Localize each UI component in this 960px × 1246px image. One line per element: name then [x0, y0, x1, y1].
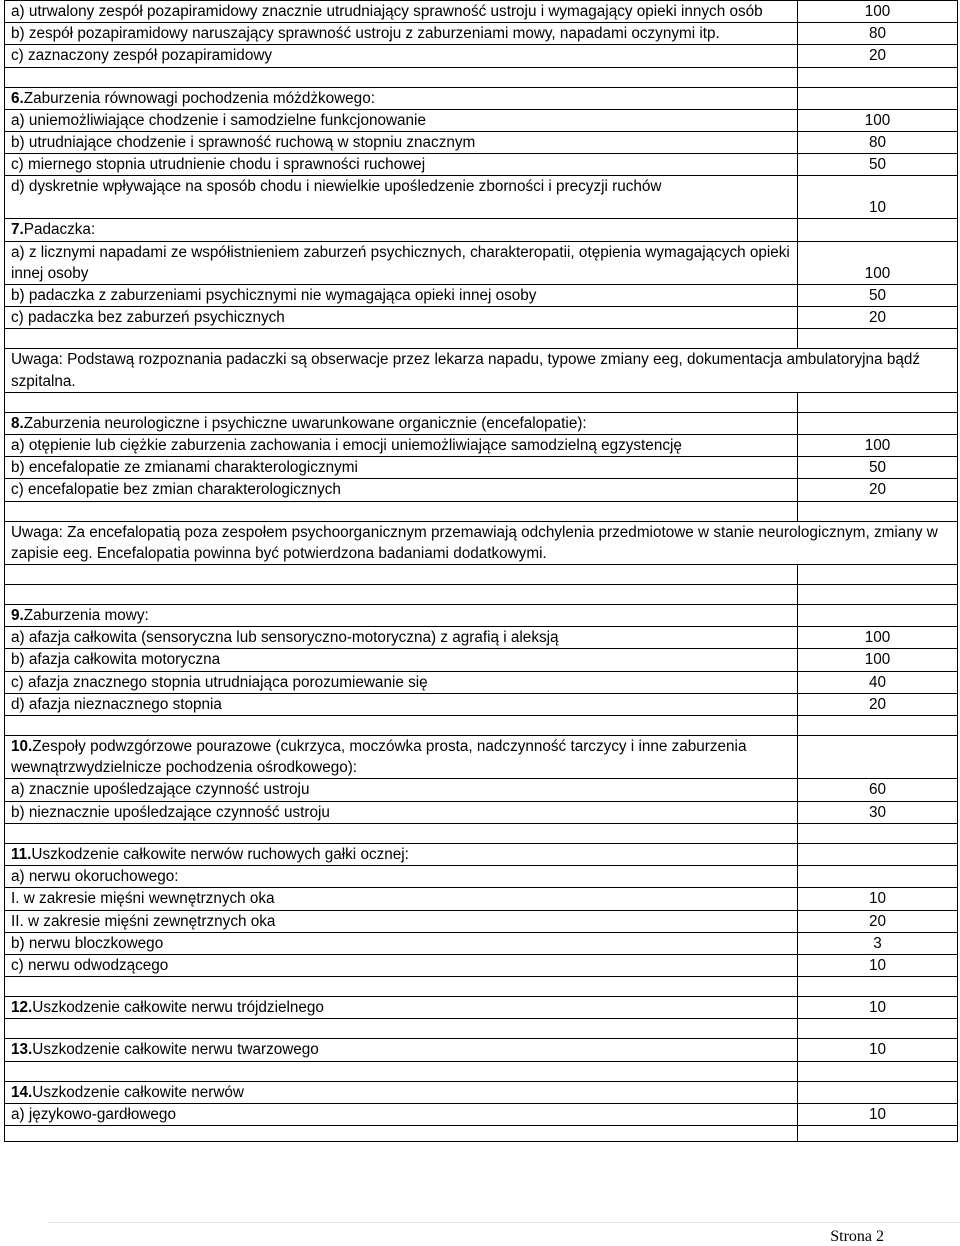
section-title: Uszkodzenie całkowite nerwów ruchowych gałki ocznej: [31, 845, 409, 863]
section-number: 12. [11, 999, 33, 1017]
item-row [5, 176, 958, 219]
item-row [5, 932, 958, 954]
item-description: d) dyskretnie wpływające na sposób chodu i niewielkie upośledzenie zborności i precyzji ruchów [5, 176, 798, 219]
item-row [5, 109, 958, 131]
item-row [5, 649, 958, 671]
item-row [5, 779, 958, 801]
percent-value: 20 [798, 479, 958, 501]
item-row [5, 132, 958, 154]
section-header-row [5, 87, 958, 109]
section-number: 13. [11, 1041, 33, 1059]
item-description: a) nerwu okoruchowego: [5, 866, 798, 888]
section-header-row [5, 1081, 958, 1103]
percent-value: 30 [798, 801, 958, 823]
item-row [5, 479, 958, 501]
percent-value [798, 866, 958, 888]
item-row [5, 1103, 958, 1125]
section-number: 10. [11, 738, 33, 756]
section-header-row [5, 736, 958, 779]
item-description: c) nerwu odwodzącego [5, 954, 798, 976]
note-text: Uwaga: Za encefalopatią poza zespołem psychoorganicznym przemawiają odchylenia przedmiotowe w stanie neurologicznym, zmiany w zapisie eeg. Encefalopatia powinna być potwierdzona badaniami dodatkowymi. [5, 521, 958, 564]
item-row [5, 1, 958, 23]
item-row [5, 954, 958, 976]
item-description: a) językowo-gardłowego [5, 1103, 798, 1125]
disability-rating-table [4, 0, 958, 1142]
footer-divider [48, 1222, 960, 1223]
item-row [5, 23, 958, 45]
blank-row [5, 565, 958, 585]
item-description: b) encefalopatie ze zmianami charakterologicznymi [5, 457, 798, 479]
item-row [5, 888, 958, 910]
percent-value: 100 [798, 435, 958, 457]
percent-value: 100 [798, 649, 958, 671]
note-row [5, 349, 958, 392]
blank-row [5, 329, 958, 349]
item-description: b) nieznacznie upośledzające czynność ustroju [5, 801, 798, 823]
blank-row [5, 1061, 958, 1081]
percent-value: 100 [798, 241, 958, 284]
blank-row [5, 501, 958, 521]
percent-value: 10 [798, 954, 958, 976]
table-body [5, 1, 958, 1142]
item-row [5, 801, 958, 823]
percent-value: 60 [798, 779, 958, 801]
item-description: c) padaczka bez zaburzeń psychicznych [5, 307, 798, 329]
item-row [5, 627, 958, 649]
item-description: II. w zakresie mięśni zewnętrznych oka [5, 910, 798, 932]
item-description: b) zespół pozapiramidowy naruszający sprawność ustroju z zaburzeniami mowy, napadami oczynymi itp. [5, 23, 798, 45]
item-description: a) z licznymi napadami ze współistnieniem zaburzeń psychicznych, charakteropatii, otępienia wymagających opieki innej osoby [5, 241, 798, 284]
item-row [5, 154, 958, 176]
item-row [5, 307, 958, 329]
percent-value: 20 [798, 910, 958, 932]
percent-value: 10 [798, 1103, 958, 1125]
note-text: Uwaga: Podstawą rozpoznania padaczki są obserwacje przez lekarza napadu, typowe zmiany eeg, dokumentacja ambulatoryjna bądź szpitalna. [5, 349, 958, 392]
percent-value: 100 [798, 627, 958, 649]
section-title: Padaczka: [23, 221, 96, 239]
percent-value: 10 [798, 1039, 958, 1061]
section-number: 9. [11, 607, 24, 625]
item-row [5, 285, 958, 307]
percent-value: 100 [798, 109, 958, 131]
percent-value: 50 [798, 154, 958, 176]
section-header-row [5, 997, 958, 1019]
section-title: Uszkodzenie całkowite nerwów [32, 1083, 244, 1101]
item-description: I. w zakresie mięśni wewnętrznych oka [5, 888, 798, 910]
item-description: b) padaczka z zaburzeniami psychicznymi nie wymagająca opieki innej osoby [5, 285, 798, 307]
note-row [5, 521, 958, 564]
percent-value: 10 [798, 888, 958, 910]
blank-row [5, 823, 958, 843]
item-description: c) encefalopatie bez zmian charakterologicznych [5, 479, 798, 501]
percent-value: 100 [798, 1, 958, 23]
item-row [5, 693, 958, 715]
percent-value: 40 [798, 671, 958, 693]
section-title: Zaburzenia mowy: [23, 607, 149, 625]
blank-row [5, 1019, 958, 1039]
percent-value: 20 [798, 45, 958, 67]
blank-row [5, 977, 958, 997]
section-number: 14. [11, 1083, 33, 1101]
percent-value: 80 [798, 23, 958, 45]
section-number: 6. [11, 89, 24, 107]
section-title: Uszkodzenie całkowite nerwu twarzowego [32, 1041, 319, 1059]
item-description: b) nerwu bloczkowego [5, 932, 798, 954]
page-number: Strona 2 [830, 1228, 884, 1245]
item-description: c) zaznaczony zespół pozapiramidowy [5, 45, 798, 67]
section-number: 11. [11, 845, 32, 863]
item-description: d) afazja nieznacznego stopnia [5, 693, 798, 715]
percent-value: 3 [798, 932, 958, 954]
item-row [5, 457, 958, 479]
section-header-row [5, 843, 958, 865]
section-header-row [5, 1039, 958, 1061]
blank-row [5, 716, 958, 736]
item-description: a) otępienie lub ciężkie zaburzenia zachowania i emocji uniemożliwiające samodzielną egzystencję [5, 435, 798, 457]
item-row [5, 671, 958, 693]
blank-row [5, 392, 958, 412]
item-description: c) afazja znacznego stopnia utrudniająca porozumiewanie się [5, 671, 798, 693]
percent-value: 50 [798, 285, 958, 307]
blank-row [5, 1125, 958, 1141]
item-row [5, 241, 958, 284]
section-title: Zespoły podwzgórzowe pourazowe (cukrzyca, moczówka prosta, nadczynność tarczycy i inne zaburzenia wewnątrzwydzielnicze pochodzenia ośrodkowego): [11, 738, 747, 777]
item-row [5, 45, 958, 67]
percent-value: 50 [798, 457, 958, 479]
blank-row [5, 585, 958, 605]
percent-value: 20 [798, 693, 958, 715]
item-row [5, 866, 958, 888]
section-title: Uszkodzenie całkowite nerwu trójdzielnego [32, 999, 324, 1017]
blank-row [5, 67, 958, 87]
percent-value: 10 [798, 176, 958, 219]
item-description: a) afazja całkowita (sensoryczna lub sensoryczno-motoryczna) z agrafią i aleksją [5, 627, 798, 649]
item-description: b) utrudniające chodzenie i sprawność ruchową w stopniu znacznym [5, 132, 798, 154]
section-number: 8. [11, 414, 24, 432]
item-description: a) uniemożliwiające chodzenie i samodzielne funkcjonowanie [5, 109, 798, 131]
section-number: 7. [11, 221, 24, 239]
percent-value: 10 [798, 997, 958, 1019]
section-header-row [5, 219, 958, 241]
item-description: a) utrwalony zespół pozapiramidowy znacznie utrudniający sprawność ustroju i wymagający opieki innych osób [5, 1, 798, 23]
percent-value: 80 [798, 132, 958, 154]
percent-value: 20 [798, 307, 958, 329]
section-header-row [5, 412, 958, 434]
item-row [5, 910, 958, 932]
item-description: c) miernego stopnia utrudnienie chodu i sprawności ruchowej [5, 154, 798, 176]
section-title: Zaburzenia neurologiczne i psychiczne uwarunkowane organicznie (encefalopatie): [23, 414, 587, 432]
section-title: Zaburzenia równowagi pochodzenia móżdżkowego: [23, 89, 375, 107]
section-header-row [5, 605, 958, 627]
item-row [5, 435, 958, 457]
item-description: b) afazja całkowita motoryczna [5, 649, 798, 671]
item-description: a) znacznie upośledzające czynność ustroju [5, 779, 798, 801]
